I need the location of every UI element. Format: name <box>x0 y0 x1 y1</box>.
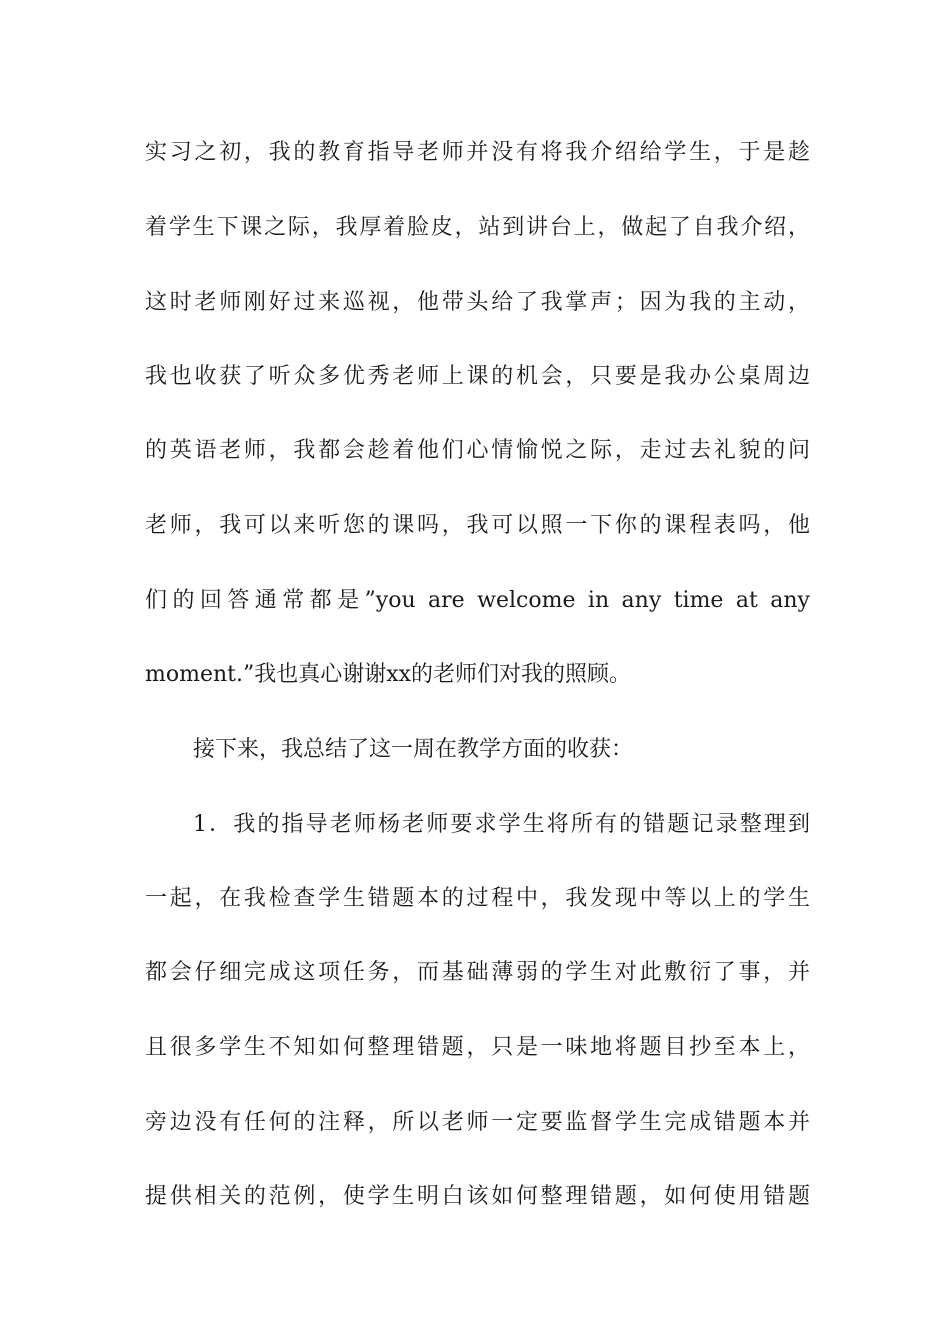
text-line: 1．我的指导老师杨老师要求学生将所有的错题记录整理到 <box>193 812 810 837</box>
text-line: moment.”我也真心谢谢xx的老师们对我的照顾。 <box>145 662 632 687</box>
text-line: 一起，在我检查学生错题本的过程中，我发现中等以上的学生 <box>145 886 810 911</box>
text-line: 老师，我可以来听您的课吗，我可以照一下你的课程表吗，他 <box>145 513 810 538</box>
text-line: 着学生下课之际，我厚着脸皮，站到讲台上，做起了自我介绍， <box>145 215 810 240</box>
text-line: 且很多学生不知如何整理错题，只是一味地将题目抄至本上， <box>145 1035 810 1060</box>
text-line: 的英语老师，我都会趁着他们心情愉悦之际，走过去礼貌的问 <box>145 438 810 463</box>
text-line: 旁边没有任何的注释，所以老师一定要监督学生完成错题本并 <box>145 1110 810 1135</box>
text-line: 实习之初，我的教育指导老师并没有将我介绍给学生，于是趁 <box>145 140 810 165</box>
text-line: 我也收获了听众多优秀老师上课的机会，只要是我办公桌周边 <box>145 364 810 389</box>
text-line: 接下来，我总结了这一周在教学方面的收获： <box>193 737 634 762</box>
text-line: 这时老师刚好过来巡视，他带头给了我掌声；因为我的主动， <box>145 290 810 315</box>
text-line: 们的回答通常都是”you are welcome in any time at any <box>145 588 810 613</box>
text-line: 都会仔细完成这项任务，而基础薄弱的学生对此敷衍了事，并 <box>145 960 810 985</box>
text-line: 提供相关的范例，使学生明白该如何整理错题，如何使用错题 <box>145 1184 810 1209</box>
